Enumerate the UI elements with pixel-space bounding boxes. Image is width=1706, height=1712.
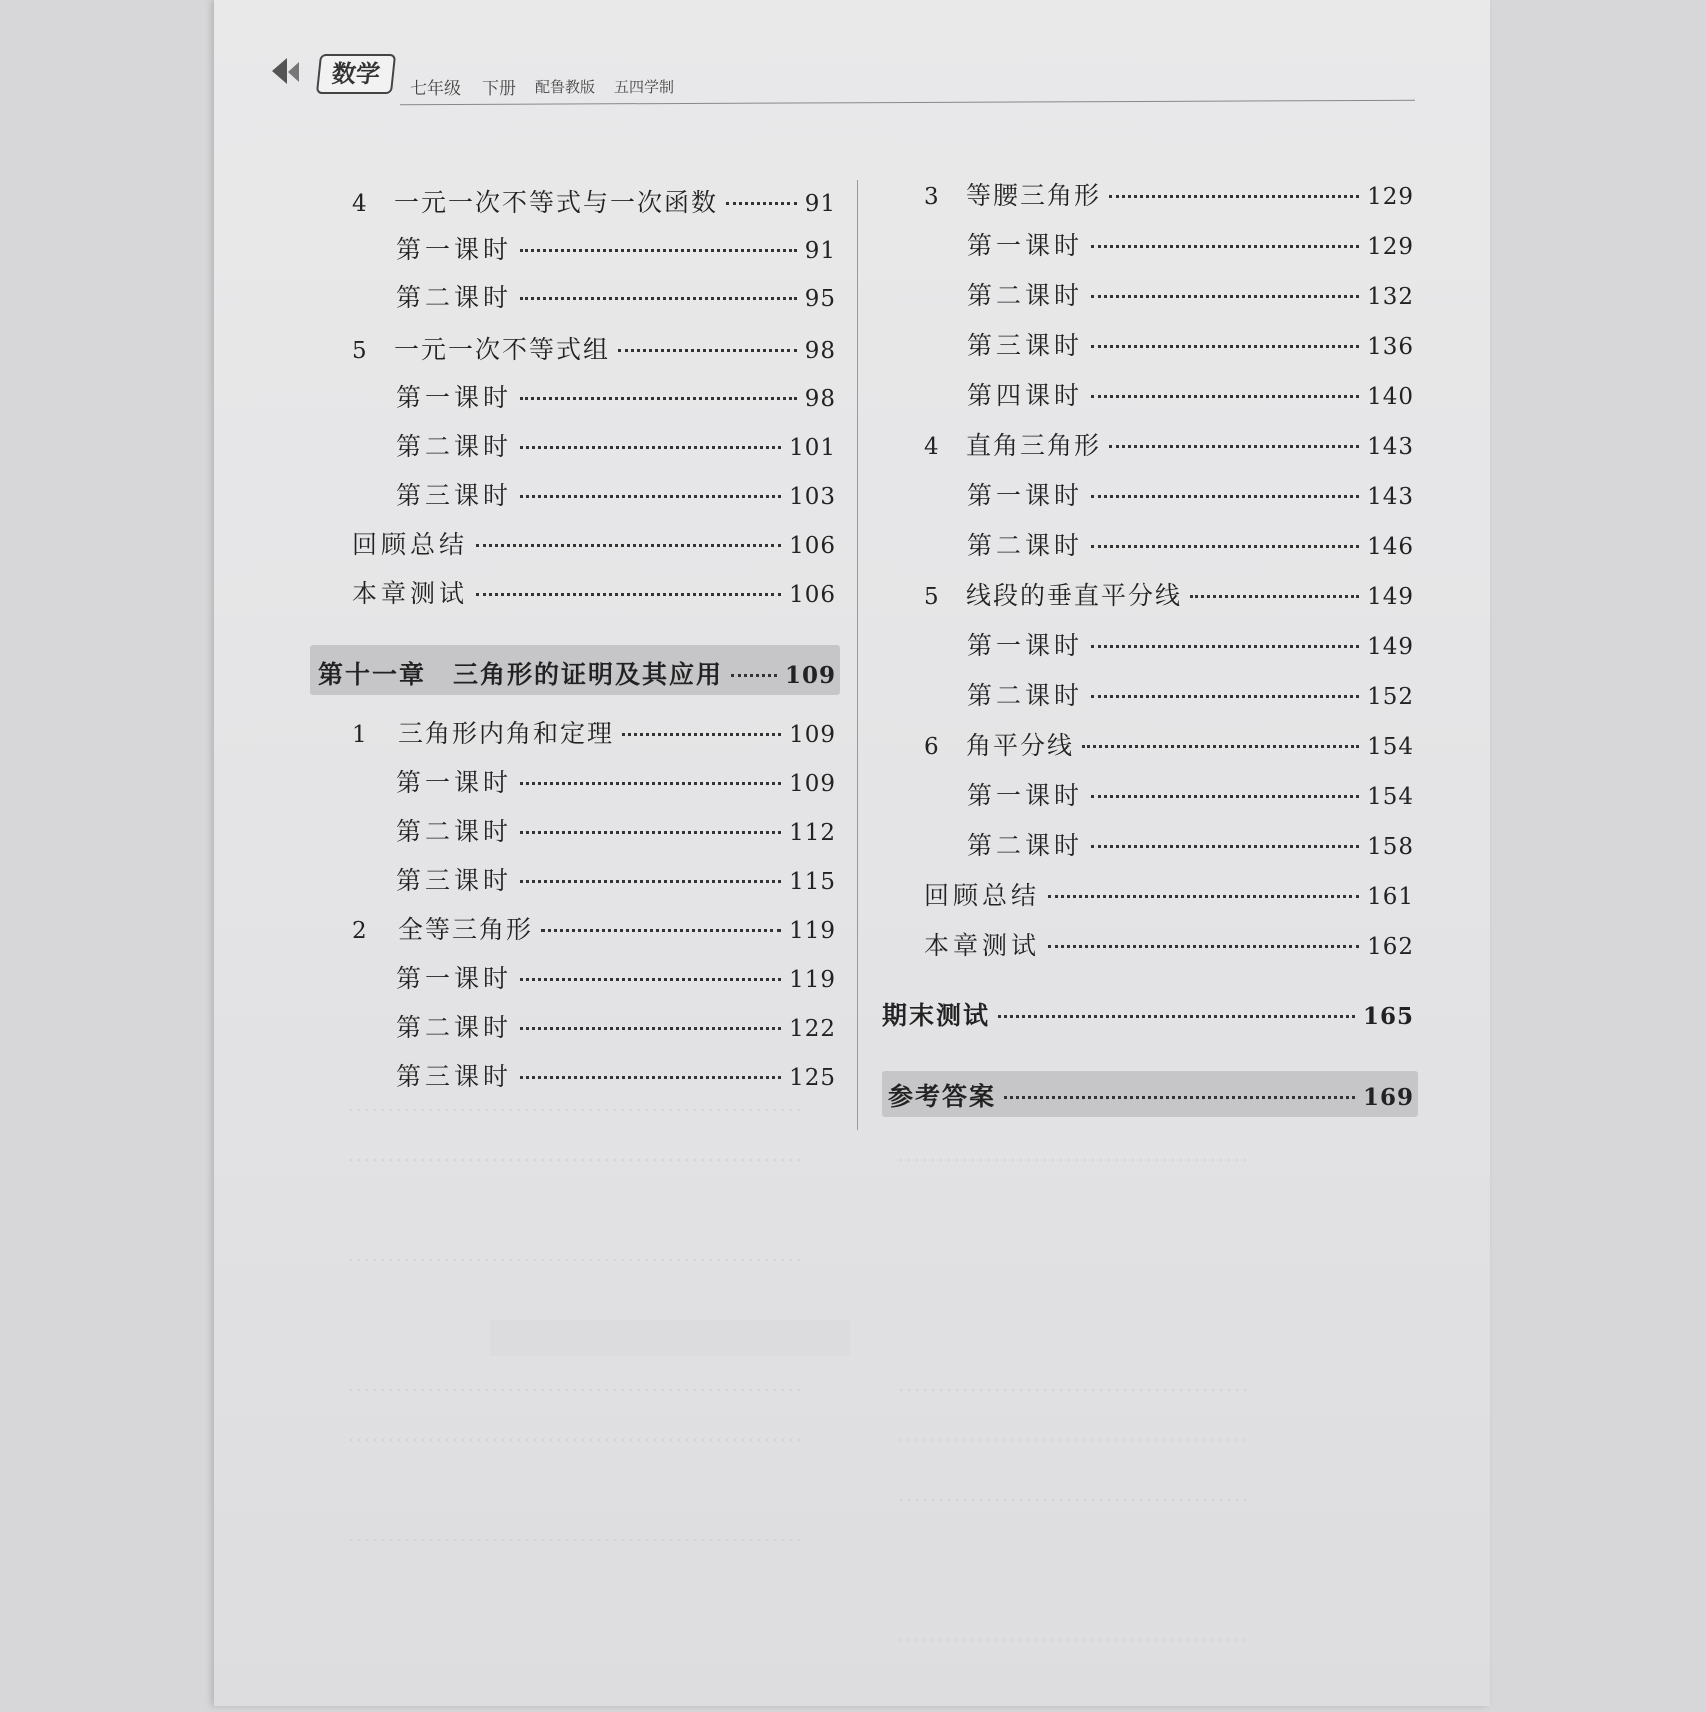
toc-entry [967,776,1414,812]
dot-leader [520,1076,781,1079]
entry-title: 参考答案 [888,1082,997,1111]
toc-entry [967,226,1414,262]
toc-entry [396,959,836,995]
entry-title: 第十一章 三角形的证明及其应用 [318,660,724,689]
entry-title: 第二课时 [396,817,513,846]
toc-entry [967,276,1414,312]
toc-entry [352,574,836,610]
entry-title: 一元一次不等式与一次函数 [394,188,719,217]
toc-entry [967,326,1414,362]
back-arrow-icon [272,58,287,84]
page-number: 122 [789,1016,836,1042]
page-number: 162 [1367,934,1414,960]
header-system: 五四学制 [614,78,675,96]
dot-leader [1082,745,1359,748]
entry-title: 一元一次不等式组 [394,335,611,364]
dot-leader [1091,495,1359,498]
page-number: 109 [784,662,836,689]
entry-title: 全等三角形 [398,915,534,944]
entry-title: 三角形内角和定理 [398,719,615,748]
entry-title: 第一课时 [396,768,513,797]
entry-title: 第一课时 [396,964,513,993]
section-number: 2 [352,918,367,944]
section-number: 5 [924,584,939,610]
page-number: 106 [789,582,836,608]
toc-entry [396,230,836,266]
toc-entry [352,183,836,219]
dot-leader [1048,895,1359,898]
dot-leader [520,978,781,981]
toc-entry [396,1008,836,1044]
page-number: 154 [1367,784,1414,810]
entry-title: 线段的垂直平分线 [966,581,1183,610]
entry-title: 角平分线 [966,731,1075,760]
dot-leader [520,495,781,498]
dot-leader [541,929,781,932]
dot-leader [520,249,797,252]
dot-leader [726,202,797,205]
back-arrow-icon-inner [288,62,299,82]
dot-leader [1091,545,1359,548]
toc-entry [967,626,1414,662]
page-number: 158 [1367,834,1414,860]
toc-entry [967,676,1414,712]
toc-entry [888,1077,1414,1113]
page-number: 152 [1367,684,1414,710]
entry-title: 第三课时 [396,866,513,895]
dot-leader [1091,345,1359,348]
entry-title: 第三课时 [396,1062,513,1091]
page-number: 115 [789,869,836,895]
section-number: 6 [924,734,939,760]
dot-leader [1004,1096,1355,1099]
subject-badge: 数学 [316,54,396,94]
page-number: 91 [804,238,836,264]
page-number: 143 [1367,484,1414,510]
dot-leader [1109,195,1359,198]
toc-entry [396,1057,836,1093]
toc-entry [396,476,836,512]
toc-entry [396,812,836,848]
entry-title: 第一课时 [967,781,1084,810]
dot-leader [1091,695,1359,698]
toc-entry [396,427,836,463]
dot-leader [520,1027,781,1030]
toc-entry [924,176,1414,212]
entry-title: 第三课时 [396,481,513,510]
entry-title: 期末测试 [882,1001,991,1030]
entry-title: 第二课时 [967,681,1084,710]
toc-entry [352,910,836,946]
entry-title: 第四课时 [967,381,1084,410]
toc-entry [352,714,836,750]
page-number: 98 [804,338,836,364]
page-number: 95 [804,286,836,312]
section-number: 3 [924,184,939,210]
page-number: 143 [1367,434,1414,460]
toc-entry [967,376,1414,412]
page-number: 149 [1367,584,1414,610]
toc-entry [924,876,1414,912]
entry-title: 第二课时 [396,283,513,312]
toc-entry [967,826,1414,862]
dot-leader [520,880,781,883]
dot-leader [476,593,781,596]
page-number: 109 [789,771,836,797]
dot-leader [1091,395,1359,398]
entry-title: 第二课时 [967,531,1084,560]
toc-entry [882,996,1414,1032]
toc-entry [352,330,836,366]
dot-leader [998,1015,1355,1018]
entry-title: 第一课时 [967,481,1084,510]
dot-leader [1048,945,1359,948]
entry-title: 回顾总结 [352,530,469,559]
toc-entry [967,476,1414,512]
entry-title: 第一课时 [396,383,513,412]
toc-entry [924,926,1414,962]
dot-leader [622,733,781,736]
page-number: 161 [1367,884,1414,910]
entry-title: 本章测试 [924,931,1041,960]
section-number: 4 [352,191,367,217]
page-number: 106 [789,533,836,559]
page-number: 119 [789,918,836,944]
page-number: 112 [789,820,836,846]
page-number: 119 [789,967,836,993]
dot-leader [1091,645,1359,648]
dot-leader [1091,295,1359,298]
toc-entry [924,576,1414,612]
entry-title: 等腰三角形 [966,181,1102,210]
section-number: 5 [352,338,367,364]
dot-leader [1091,245,1359,248]
dot-leader [731,674,777,677]
column-divider [857,180,858,1130]
dot-leader [520,297,797,300]
toc-entry [396,861,836,897]
entry-title: 直角三角形 [966,431,1102,460]
entry-title: 第二课时 [967,281,1084,310]
dot-leader [1109,445,1359,448]
toc-entry [396,763,836,799]
page-number: 146 [1367,534,1414,560]
page-number: 103 [789,484,836,510]
page-number: 132 [1367,284,1414,310]
entry-title: 第三课时 [967,331,1084,360]
dot-leader [1091,795,1359,798]
header-edition: 配鲁教版 [535,78,596,96]
section-number: 1 [352,722,367,748]
entry-title: 第二课时 [396,1013,513,1042]
page-number: 129 [1367,184,1414,210]
page-number: 109 [789,722,836,748]
entry-title: 第一课时 [967,231,1084,260]
toc-entry [924,726,1414,762]
dot-leader [476,544,781,547]
entry-title: 第一课时 [396,235,513,264]
entry-title: 第一课时 [967,631,1084,660]
page-number: 98 [804,386,836,412]
page-number: 165 [1362,1003,1414,1030]
page-number: 125 [789,1065,836,1091]
page-number: 136 [1367,334,1414,360]
entry-title: 本章测试 [352,579,469,608]
toc-entry [318,655,836,691]
dot-leader [1190,595,1359,598]
entry-title: 第二课时 [396,432,513,461]
dot-leader [520,446,781,449]
dot-leader [520,831,781,834]
toc-entry [352,525,836,561]
header-volume: 下册 [482,79,516,99]
entry-title: 回顾总结 [924,881,1041,910]
toc-entry [396,278,836,314]
toc-entry [967,526,1414,562]
entry-title: 第二课时 [967,831,1084,860]
page-number: 169 [1362,1084,1414,1111]
page-number: 140 [1367,384,1414,410]
page-number: 154 [1367,734,1414,760]
page-number: 129 [1367,234,1414,260]
header-grade: 七年级 [410,79,461,99]
dot-leader [520,782,781,785]
page-number: 101 [789,435,836,461]
page-number: 149 [1367,634,1414,660]
page-number: 91 [804,191,836,217]
toc-entry [396,378,836,414]
dot-leader [618,349,797,352]
dot-leader [520,397,797,400]
dot-leader [1091,845,1359,848]
toc-entry [924,426,1414,462]
section-number: 4 [924,434,939,460]
